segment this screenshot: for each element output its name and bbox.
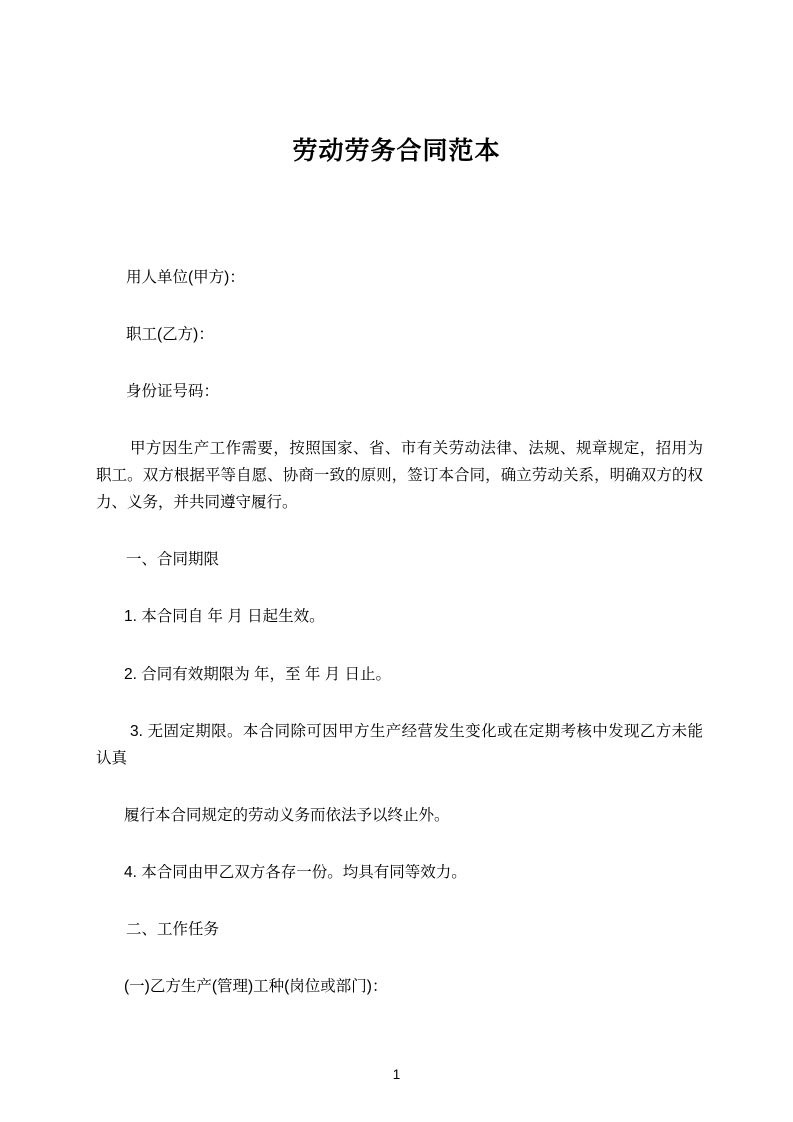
paragraph-id-number-line: 身份证号码： xyxy=(126,382,220,400)
paragraph-employee-line: 职工(乙方)： xyxy=(126,325,214,343)
heading-section-one: 一、合同期限 xyxy=(126,551,220,569)
paragraph-preamble: 甲方因生产工作需要，按照国家、省、市有关劳动法律、法规、规章规定，招用为职工。双方根据平等自愿、协商一致的原则，签订本合同，确立劳动关系，明确双方的权力、义务，并共同遵守履行。 xyxy=(96,439,703,512)
paragraph-clause-1-2: 2. 合同有效期限为 年，至 年 月 日止。 xyxy=(124,665,391,683)
paragraph-clause-2-1: (一)乙方生产(管理)工种(岗位或部门)： xyxy=(124,978,388,996)
paragraph-clause-1-3-continued: 履行本合同规定的劳动义务而依法予以终止外。 xyxy=(124,806,450,824)
page-title: 劳动劳务合同范本 xyxy=(292,137,501,165)
paragraph-clause-1-3: 3. 无固定期限。本合同除可因甲方生产经营发生变化或在定期考核中发现乙方未能认真 xyxy=(96,722,703,767)
paragraph-clause-1-1: 1. 本合同自 年 月 日起生效。 xyxy=(124,608,325,626)
paragraph-employer-line: 用人单位(甲方)： xyxy=(126,268,245,286)
heading-section-two: 二、工作任务 xyxy=(126,921,220,939)
page-number: 1 xyxy=(392,1067,401,1082)
paragraph-clause-1-4: 4. 本合同由甲乙双方各存一份。均具有同等效力。 xyxy=(124,864,467,881)
document-body xyxy=(0,264,793,1001)
